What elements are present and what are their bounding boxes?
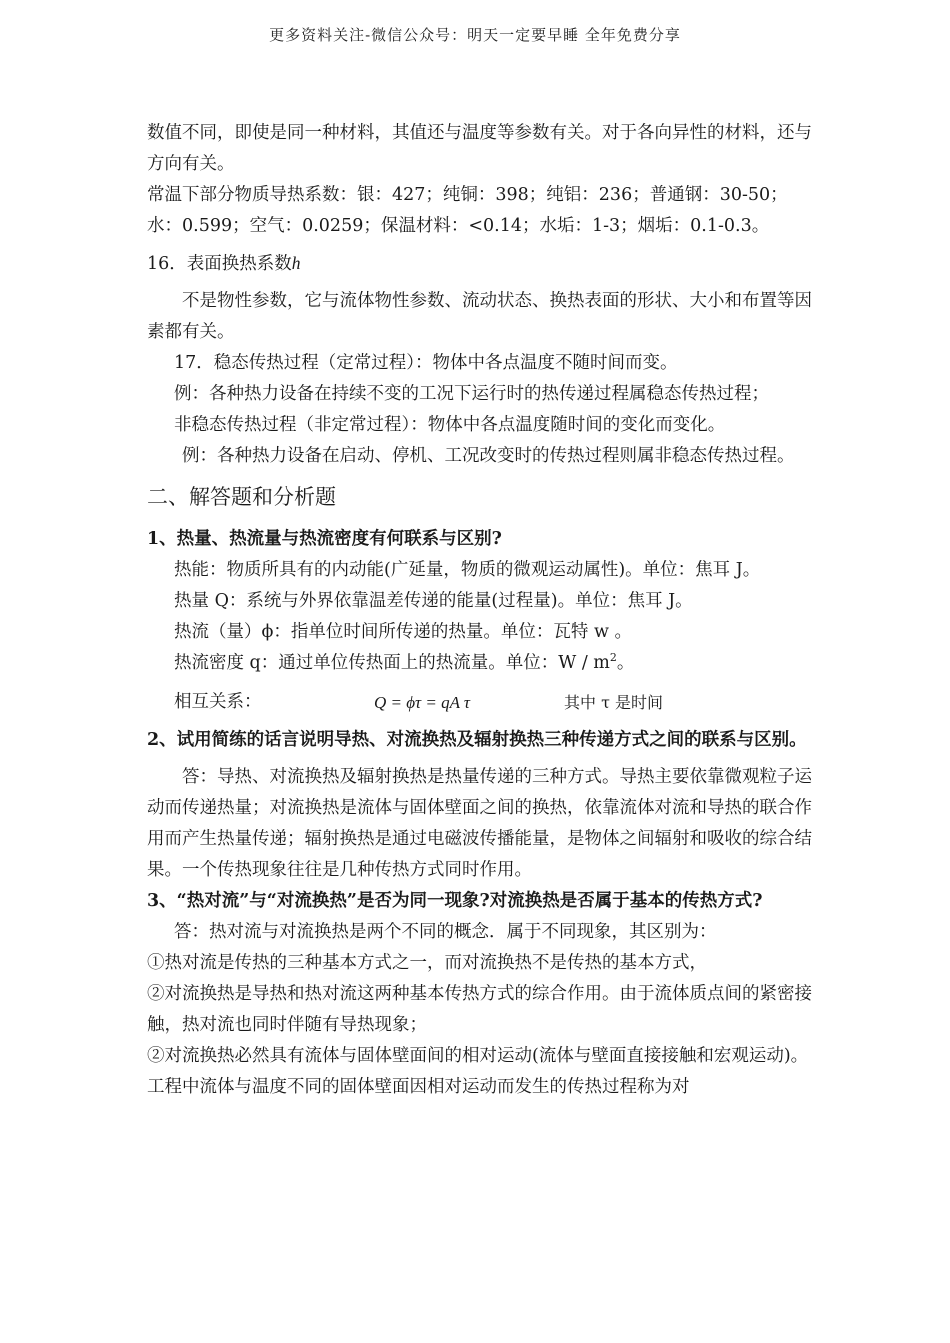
formula: Q = ϕτ = qA τ [374, 692, 471, 712]
answer-3-point: ②对流换热是导热和热对流这两种基本传热方式的综合作用。由于流体质点间的紧密接触，热对流也同时伴随有导热现象； [147, 984, 812, 1035]
item-16-body: 不是物性参数，它与流体物性参数、流动状态、换热表面的形状、大小和布置等因素都有关。 [147, 291, 812, 342]
answer-3-point: ①热对流是传热的三种基本方式之一，而对流换热不是传热的基本方式， [147, 953, 707, 973]
section-title: 二、解答题和分析题 [147, 485, 336, 509]
answer-line: 热能：物质所具有的内动能(广延量，物质的微观运动属性)。单位：焦耳 J。 [174, 560, 761, 580]
item-17-line: 17．稳态传热过程（定常过程）：物体中各点温度不随时间而变。 [174, 353, 678, 373]
answer-line: 热量 Q：系统与外界依靠温差传递的能量(过程量)。单位：焦耳 J。 [174, 591, 693, 611]
answer-3-intro: 答：热对流与对流换热是两个不同的概念．属于不同现象，其区别为： [174, 922, 717, 942]
item-17-line: 非稳态传热过程（非定常过程）：物体中各点温度随时间的变化而变化。 [174, 415, 726, 435]
answer-line: 热流（量）ϕ：指单位时间所传递的热量。单位：瓦特 w 。 [174, 622, 633, 642]
item-17-line: 例：各种热力设备在持续不变的工况下运行时的热传递过程属稳态传热过程； [174, 384, 769, 404]
paragraph: 数值不同，即使是同一种材料，其值还与温度等参数有关。对于各向异性的材料，还与方向有关。 [147, 123, 812, 174]
relation-formula [147, 679, 812, 725]
question-1: 1、热量、热流量与热流密度有何联系与区别? [147, 529, 502, 549]
question-2: 2、试用简练的话言说明导热、对流换热及辐射换热三种传递方式之间的联系与区别。 [147, 730, 807, 750]
document-body [147, 118, 812, 1103]
h-symbol: h [291, 253, 301, 273]
question-3: 3、“热对流”与“对流换热”是否为同一现象?对流换热是否属于基本的传热方式? [147, 891, 763, 911]
paragraph: 常温下部分物质导热系数：银：427；纯铜：398；纯铝：236；普通钢：30-50；水：0.599；空气：0.0259；保温材料：<0.14；水垢：1-3；烟垢：0.1-0.3。 [147, 185, 788, 236]
relation-label: 相互关系： [174, 691, 262, 712]
item-17-line: 例：各种热力设备在启动、停机、工况改变时的传热过程则属非稳态传热过程。 [182, 446, 795, 466]
answer-line: 热流密度 q：通过单位传热面上的热流量。单位：W / $m^2$。 [174, 651, 635, 673]
item-16-title: 16．表面换热系数h [147, 253, 301, 274]
header-banner: 更多资料关注-微信公众号：明天一定要早睡 全年免费分享 [269, 26, 681, 44]
formula-note: 其中 τ 是时间 [564, 692, 664, 712]
answer-3-point: ②对流换热必然具有流体与固体壁面间的相对运动(流体与壁面直接接触和宏观运动)。工程中流体与温度不同的固体壁面因相对运动而发生的传热过程称为对 [147, 1046, 809, 1097]
answer-2: 答：导热、对流换热及辐射换热是热量传递的三种方式。导热主要依靠微观粒子运动而传递热量；对流换热是流体与固体壁面之间的换热，依靠流体对流和导热的联合作用而产生热量传递；辐射换热是通过电磁波传播能量，是物体之间辐射和吸收的综合结果。一个传热现象往往是几种传热方式同时作用。 [147, 767, 812, 880]
